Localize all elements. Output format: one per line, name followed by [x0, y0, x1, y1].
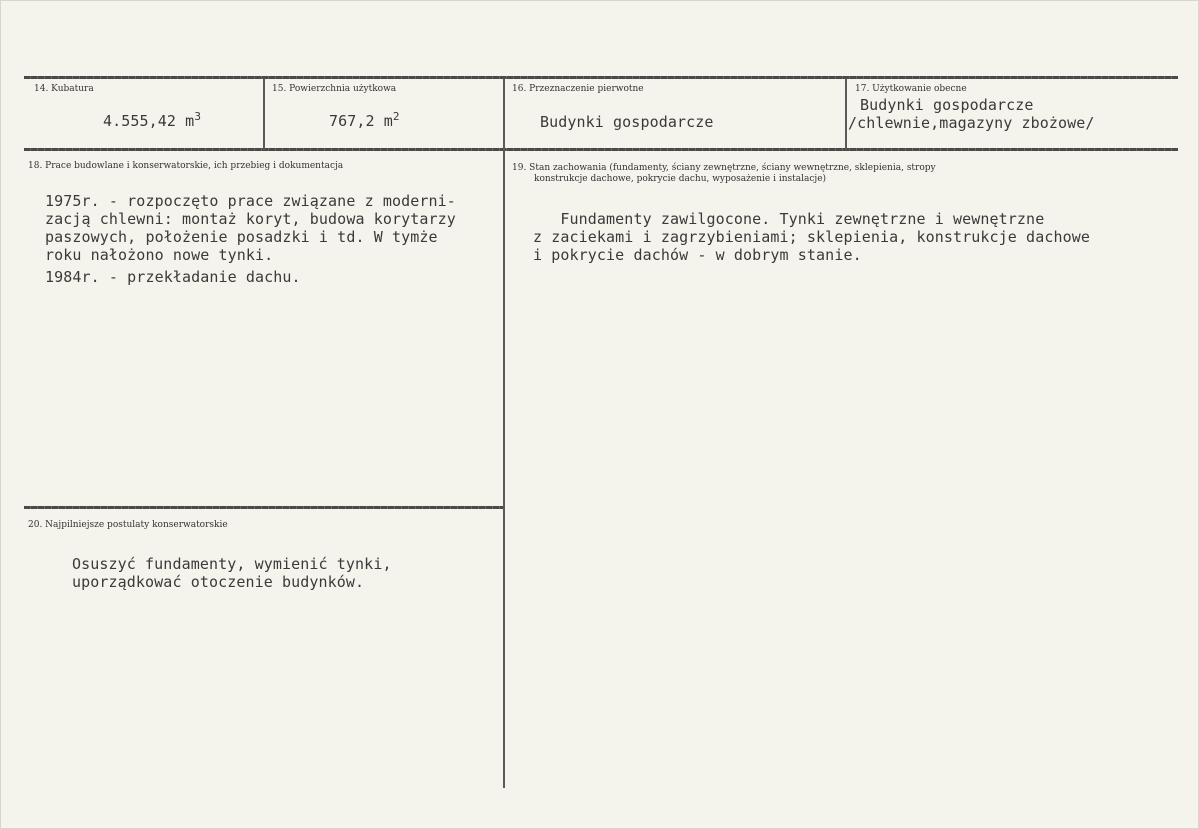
field18-line-2: zacją chlewni: montaż koryt, budowa korytarzy: [45, 210, 456, 228]
field15-value-text: 767,2 m: [329, 112, 393, 130]
field17-value-line2: /chlewnie,magazyny zbożowe/: [848, 114, 1095, 132]
field14-unit-sup: 3: [194, 110, 202, 123]
field19-line-1: Fundamenty zawilgocone. Tynki zewnętrzne i wewnętrzne: [533, 210, 1045, 228]
field19-line-2: z zaciekami i zagrzybieniami; sklepienia, konstrukcje dachowe: [533, 228, 1090, 246]
field19-label-line2: konstrukcje dachowe, pokrycie dachu, wyposażenie i instalacje): [534, 174, 827, 184]
row-divider-rule: [24, 148, 1178, 151]
field17-value-line1: Budynki gospodarcze: [860, 96, 1034, 114]
divider-16-17: [845, 78, 847, 150]
field16-value: Budynki gospodarcze: [540, 113, 714, 131]
field20-line-2: uporządkować otoczenie budynków.: [72, 573, 365, 591]
field18-line-4: roku nałożono nowe tynki.: [45, 246, 274, 264]
field18-line-3: paszowych, położenie posadzki i td. W tymże: [45, 228, 438, 246]
field20-top-rule: [24, 506, 503, 509]
divider-15-16: [503, 78, 505, 150]
field15-label: 15. Powierzchnia użytkowa: [272, 84, 397, 94]
field14-value-text: 4.555,42 m: [103, 112, 195, 130]
field19-line-3: i pokrycie dachów - w dobrym stanie.: [533, 246, 862, 264]
field15-value: [329, 112, 400, 131]
divider-main: [503, 150, 505, 788]
field14-label: 14. Kubatura: [34, 84, 94, 94]
field18-label: 18. Prace budowlane i konserwatorskie, ich przebieg i dokumentacja: [28, 161, 344, 171]
field18-line-1: 1975r. - rozpoczęto prace związane z moderni-: [45, 192, 456, 210]
divider-14-15: [263, 78, 265, 150]
field20-label: 20. Najpilniejsze postulaty konserwatorskie: [28, 520, 228, 530]
field20-line-1: Osuszyć fundamenty, wymienić tynki,: [72, 555, 392, 573]
field14-value: [103, 112, 201, 131]
field18-line-after: 1984r. - przekładanie dachu.: [45, 268, 301, 286]
field15-unit-sup: 2: [392, 110, 400, 123]
field16-label: 16. Przeznaczenie pierwotne: [512, 84, 644, 94]
field17-label: 17. Użytkowanie obecne: [855, 84, 967, 94]
top-rule: [24, 76, 1178, 79]
field19-label-line1: 19. Stan zachowania (fundamenty, ściany zewnętrzne, ściany wewnętrzne, sklepienia, stropy: [512, 163, 936, 173]
